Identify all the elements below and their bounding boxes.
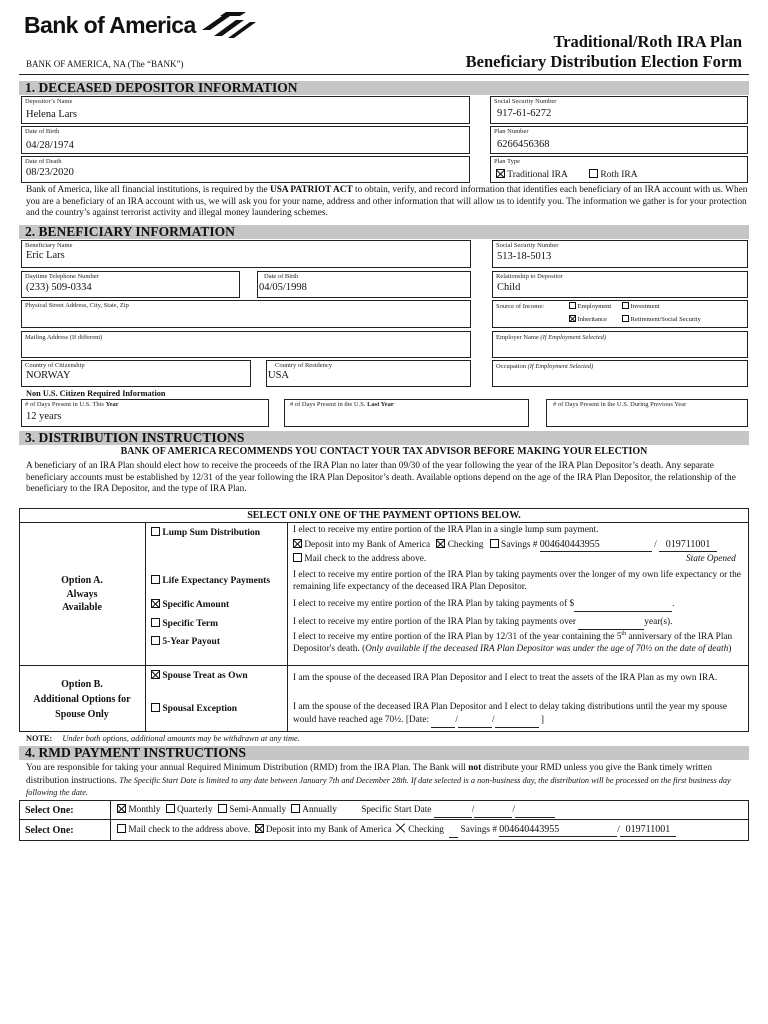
retirement-checkbox[interactable]	[622, 315, 629, 322]
table-col-rule-2	[287, 522, 288, 732]
five-year-sup: th	[621, 631, 627, 637]
lump-sum-label: Lump Sum Distribution	[162, 528, 261, 538]
mailing-address-field[interactable]	[21, 331, 471, 358]
monthly-label: Monthly	[128, 805, 161, 815]
days-this-year-value: 12 years	[26, 411, 62, 422]
rmd-checking-check-mark-icon[interactable]	[396, 823, 406, 833]
depositor-dod-field[interactable]	[21, 156, 470, 183]
days-previous-year-field[interactable]	[546, 399, 748, 427]
lump-routing-number[interactable]: 019711001	[659, 539, 717, 552]
options-note	[26, 734, 300, 743]
spousal-exception-body: I am the spouse of the deceased IRA Plan Depositor and I elect to delay taking distributions until the year my spouse would have reached age 70½.	[293, 702, 728, 725]
days-this-year-label: # of Days Present in U.S. This	[25, 401, 106, 408]
spousal-exception-text: I am the spouse of the deceased IRA Plan Depositor and I elect to delay taking distributions until the year my spouse would have reached age 70½. [Date: / / ]	[293, 701, 745, 728]
depositor-ssn-field[interactable]	[490, 96, 748, 124]
spousal-exception-checkbox[interactable]	[151, 703, 160, 712]
bank-logo-text: Bank of America	[24, 12, 196, 38]
rmd-table-col-rule	[110, 800, 111, 841]
semi-annually-label: Semi-Annually	[229, 805, 287, 815]
depositor-ssn-value: 917-61-6272	[497, 108, 552, 119]
lump-checking-checkbox[interactable]	[436, 539, 445, 548]
option-a-line2: Always	[66, 588, 98, 600]
occupation-field[interactable]	[492, 360, 748, 387]
specific-amount-label: Specific Amount	[162, 600, 230, 610]
spouse-treat-checkbox[interactable]	[151, 670, 160, 679]
lump-sum-text: I elect to receive my entire portion of the IRA Plan in a single lump sum payment.	[293, 525, 599, 535]
plan-type-traditional-option[interactable]	[496, 169, 568, 180]
mailing-address-label: Mailing Address (If different)	[25, 334, 103, 341]
option-b-line3: Spouse Only	[55, 709, 109, 720]
rmd-frequency-select-label: Select One:	[25, 805, 74, 816]
patriot-text-a: Bank of America, like all financial institutions, is required by the	[26, 185, 270, 195]
rmd-account-number[interactable]: 004640443955	[499, 824, 617, 837]
employment-checkbox[interactable]	[569, 302, 576, 309]
specific-amount-input[interactable]	[574, 599, 675, 612]
five-year-text-b: anniversary of the IRA Plan Depositor's death. (	[293, 632, 733, 654]
spouse-treat-text: I am the spouse of the deceased IRA Plan Depositor and I elect to treat the assets of the IRA Plan as my own IRA.	[293, 673, 718, 683]
rmd-deposit-label: Deposit into my Bank of America	[265, 825, 392, 835]
days-previous-year-label: # of Days Present in the U.S. During Previous Year	[553, 401, 687, 408]
beneficiary-name-field[interactable]	[21, 240, 471, 268]
depositor-name-field[interactable]	[21, 96, 470, 124]
source-of-income-label: Source of Income:	[496, 303, 545, 310]
depositor-dob-label: Date of Birth	[25, 128, 60, 135]
bank-logo	[24, 10, 264, 42]
rmd-text-italic: The Specific Start Date is limited to any date between January 7th and December 28th. If date selected is a non-business day, the distribution will be processed on the first business day following the date.	[26, 775, 731, 797]
lump-account-slash: /	[654, 540, 657, 550]
spousal-date-day[interactable]	[458, 714, 492, 728]
lump-deposit-label: Deposit into my Bank of America	[304, 540, 431, 550]
annually-checkbox[interactable]	[291, 804, 300, 813]
spouse-treat-label: Spouse Treat as Own	[162, 671, 248, 681]
life-expectancy-text: I elect to receive my entire portion of the IRA Plan by taking payments over the longer of my own life expectancy or the remaining life expectancy of the deceased IRA Plan Depositor.	[293, 570, 741, 592]
specific-term-option[interactable]	[151, 618, 218, 629]
section4-title: 4. RMD PAYMENT INSTRUCTIONS	[25, 745, 247, 760]
specific-amount-option[interactable]	[151, 599, 229, 610]
beneficiary-dob-value: 04/05/1998	[259, 282, 307, 293]
note-label: NOTE:	[26, 734, 53, 743]
spousal-exception-option[interactable]	[151, 703, 237, 714]
spousal-date-label: [Date:	[405, 715, 430, 725]
quarterly-label: Quarterly	[177, 805, 213, 815]
specific-term-checkbox[interactable]	[151, 618, 160, 627]
phone-label: Daytime Telephone Number	[25, 273, 99, 280]
rmd-payment-select-label: Select One:	[25, 825, 74, 836]
annually-label: Annually	[302, 805, 337, 815]
rmd-mail-label: Mail check to the address above.	[128, 825, 251, 835]
occupation-label: Occupation	[496, 363, 526, 370]
inheritance-label: Inheritance	[577, 316, 607, 323]
spousal-date-month[interactable]	[431, 714, 455, 728]
employment-label: Employment	[577, 303, 612, 310]
source-inheritance-option[interactable]	[569, 315, 607, 323]
lump-sum-checkbox[interactable]	[151, 527, 160, 536]
retirement-label: Retirement/Social Security	[630, 316, 701, 323]
start-date-year[interactable]	[515, 805, 555, 818]
lump-mail-checkbox[interactable]	[293, 553, 302, 562]
days-last-year-label-bold: Last Year	[367, 401, 394, 408]
lump-deposit-checkbox[interactable]	[293, 539, 302, 548]
note-text: Under both options, additional amounts may be withdrawn at any time.	[62, 734, 300, 743]
rmd-table-row-rule	[19, 819, 749, 820]
investment-label: Investment	[630, 303, 660, 310]
relationship-field[interactable]	[492, 271, 748, 298]
depositor-name-value: Helena Lars	[26, 109, 78, 120]
beneficiary-dob-label: Date of Birth	[264, 273, 299, 280]
lump-sum-option[interactable]	[151, 527, 260, 538]
beneficiary-name-label: Beneficiary Name	[25, 242, 73, 249]
table-col-rule-1	[145, 522, 146, 732]
option-b-line2: Additional Options for	[33, 694, 131, 705]
lump-checking-label: Checking	[447, 540, 484, 550]
section2-title: 2. BENEFICIARY INFORMATION	[25, 224, 235, 239]
beneficiary-ssn-field[interactable]	[492, 240, 748, 268]
rmd-instructions	[26, 763, 748, 800]
five-year-close: )	[728, 643, 732, 654]
days-last-year-label-wrap	[290, 401, 394, 408]
residency-value: USA	[268, 370, 290, 381]
rmd-text-bold: not	[468, 763, 482, 773]
days-this-year-label-bold: Year	[105, 401, 119, 408]
state-opened-label: State Opened	[686, 554, 736, 564]
employer-name-note: (If Employment Selected)	[540, 334, 607, 341]
five-year-text	[293, 629, 745, 655]
specific-amount-row	[293, 599, 674, 612]
distribution-intro: A beneficiary of an IRA Plan should elect how to receive the proceeds of the IRA Plan no later than 09/30 of the year following the year of the IRA Plan Depositor’s death. Any separate beneficiary accounts must be established by 12/31 of the year following the IRA Plan Depositor’s death. Available options depend on the age of the IRA Plan Depositor, the relationship of the beneficiary to the IRA Depositor, and the type of IRA Plan.	[26, 461, 736, 494]
beneficiary-dob-field[interactable]	[257, 271, 471, 298]
phone-field[interactable]	[21, 271, 240, 298]
plan-number-field[interactable]	[490, 126, 748, 154]
option-a-line1: Option A.	[61, 575, 103, 586]
specific-term-unit: year(s).	[644, 617, 673, 627]
specific-term-text: I elect to receive my entire portion of the IRA Plan by taking payments over	[293, 617, 576, 627]
option-a-label	[19, 574, 145, 615]
start-date-label: Specific Start Date	[361, 805, 432, 815]
rmd-deposit-checkbox[interactable]	[255, 824, 264, 833]
employer-name-label: Employer Name	[496, 334, 539, 341]
five-year-italic: Only available if the deceased IRA Plan Depositor was under the age of 70½ on the date of death	[365, 643, 729, 654]
bank-legal-name: BANK OF AMERICA, NA (The “BANK”)	[26, 59, 184, 69]
option-b-line1: Option B.	[61, 679, 103, 690]
flag-logo-icon	[200, 12, 256, 40]
employer-name-label-wrap	[496, 334, 606, 341]
patriot-text-b: to obtain, verify, and record information that identifies each beneficiary of an IRA account with us. When you are a beneficiary of an IRA account with us, we will ask you for your name, address and other information that will allow us to identify you. The information we gather is for your protection and the country’s against terrorist activity and illegal money laundering schemes.	[26, 185, 748, 218]
occupation-label-wrap	[496, 363, 593, 370]
source-employment-option[interactable]	[569, 302, 611, 310]
patriot-text-bold: USA PATRIOT ACT	[269, 185, 353, 195]
plan-number-value: 6266456368	[497, 139, 550, 150]
citizenship-label: Country of Citizenship	[25, 362, 85, 369]
roth-ira-checkbox[interactable]	[589, 169, 598, 178]
beneficiary-ssn-value: 513-18-5013	[497, 251, 552, 262]
rmd-checking-label: Checking	[408, 825, 444, 835]
header-rule	[19, 74, 749, 75]
payment-options-header: SELECT ONLY ONE OF THE PAYMENT OPTIONS BELOW.	[247, 510, 521, 521]
form-title-line1: Traditional/Roth IRA Plan	[553, 32, 742, 51]
rmd-savings-box[interactable]	[449, 825, 458, 838]
section1-title: 1. DECEASED DEPOSITOR INFORMATION	[25, 80, 298, 95]
depositor-dob-field[interactable]	[21, 126, 470, 154]
option-b-label	[19, 677, 145, 722]
traditional-ira-label: Traditional IRA	[507, 170, 568, 180]
life-expectancy-option[interactable]	[151, 575, 270, 586]
depositor-dob-value: 04/28/1974	[26, 140, 74, 151]
rmd-savings-label: Savings #	[460, 825, 497, 835]
occupation-note: (If Employment Selected)	[527, 363, 594, 370]
depositor-name-label: Depositor’s Name	[25, 98, 73, 105]
rmd-routing-number[interactable]: 019711001	[620, 824, 676, 837]
five-year-option[interactable]	[151, 636, 220, 647]
specific-term-label: Specific Term	[162, 619, 219, 629]
specific-amount-checkbox[interactable]	[151, 599, 160, 608]
monthly-checkbox[interactable]	[117, 804, 126, 813]
depositor-ssn-label: Social Security Number	[494, 98, 557, 105]
depositor-dod-value: 08/23/2020	[26, 167, 74, 178]
specific-amount-period: .	[672, 599, 675, 609]
days-this-year-field[interactable]	[21, 399, 269, 427]
section3-title: 3. DISTRIBUTION INSTRUCTIONS	[25, 430, 245, 445]
start-date-month[interactable]	[434, 805, 472, 818]
spousal-date-year[interactable]	[495, 714, 539, 728]
plan-number-label: Plan Number	[494, 128, 529, 135]
lump-savings-checkbox[interactable]	[490, 539, 499, 548]
non-us-heading: Non U.S. Citizen Required Information	[26, 389, 166, 398]
option-a-line3: Available	[62, 602, 102, 613]
citizenship-field[interactable]	[21, 360, 251, 387]
investment-checkbox[interactable]	[622, 302, 629, 309]
plan-type-label: Plan Type	[494, 158, 520, 165]
beneficiary-name-value: Eric Lars	[26, 250, 65, 261]
days-this-year-label-wrap	[25, 401, 119, 408]
five-year-text-a: I elect to receive my entire portion of the IRA Plan by 12/31 of the year containing the 5	[293, 632, 622, 643]
rmd-payment-row: Mail check to the address above. Deposit into my Bank of America Checking Savings # 004640443955 / 019711001	[117, 823, 676, 838]
quarterly-checkbox[interactable]	[166, 804, 175, 813]
specific-term-row	[293, 617, 672, 630]
days-last-year-field[interactable]	[284, 399, 529, 427]
lump-mail-label: Mail check to the address above.	[304, 554, 427, 564]
residency-label: Country of Residency	[275, 362, 333, 369]
traditional-ira-checkbox[interactable]	[496, 169, 505, 178]
citizenship-value: NORWAY	[26, 370, 71, 381]
phone-value: (233) 509-0334	[26, 282, 92, 293]
lump-sum-deposit-row	[293, 539, 717, 552]
source-investment-option[interactable]	[622, 302, 660, 310]
start-date-day[interactable]	[474, 805, 512, 818]
plan-type-roth-option[interactable]	[589, 169, 638, 180]
spousal-exception-label: Spousal Exception	[162, 704, 238, 714]
table-option-divider	[19, 665, 749, 666]
five-year-checkbox[interactable]	[151, 636, 160, 645]
roth-ira-label: Roth IRA	[600, 170, 638, 180]
spouse-treat-option[interactable]	[151, 670, 248, 681]
tax-advisor-recommendation: BANK OF AMERICA RECOMMENDS YOU CONTACT YOUR TAX ADVISOR BEFORE MAKING YOUR ELECTION	[120, 446, 648, 457]
patriot-act-notice	[26, 185, 748, 220]
table-header-rule	[19, 522, 749, 523]
life-expectancy-label: Life Expectancy Payments	[162, 576, 271, 586]
street-address-field[interactable]	[21, 300, 471, 328]
source-of-income-field	[492, 300, 748, 328]
relationship-label: Relationship to Depositor	[496, 273, 563, 280]
lump-account-number[interactable]: 004640443955	[540, 539, 652, 552]
depositor-dod-label: Date of Death	[25, 158, 62, 165]
relationship-value: Child	[497, 282, 521, 293]
rmd-text-a: You are responsible for taking your annual Required Minimum Distribution (RMD) from the IRA Plan. The Bank will	[26, 763, 469, 773]
residency-field[interactable]	[266, 360, 471, 387]
source-retirement-option[interactable]	[622, 315, 701, 323]
plan-type-field	[490, 156, 748, 183]
lump-sum-mail-row	[293, 553, 426, 566]
lump-savings-label: Savings #	[501, 540, 538, 550]
street-address-label: Physical Street Address, City, State, Zip	[25, 302, 129, 309]
specific-term-input[interactable]	[578, 617, 644, 630]
employer-name-field[interactable]	[492, 331, 748, 358]
form-title-line2: Beneficiary Distribution Election Form	[465, 52, 742, 71]
rmd-frequency-row: Monthly Quarterly Semi-Annually Annually Specific Start Date / /	[117, 804, 555, 818]
rmd-text-b: distribute your RMD unless you give the Bank timely written distribution instructions.	[26, 763, 713, 786]
days-last-year-label: # of Days Present in the U.S.	[290, 401, 368, 408]
rmd-mail-checkbox[interactable]	[117, 824, 126, 833]
semi-annually-checkbox[interactable]	[218, 804, 227, 813]
inheritance-checkbox[interactable]	[569, 315, 576, 322]
five-year-label: 5-Year Payout	[162, 637, 220, 647]
specific-amount-text: I elect to receive my entire portion of the IRA Plan by taking payments of $	[293, 599, 575, 609]
life-expectancy-checkbox[interactable]	[151, 575, 160, 584]
beneficiary-ssn-label: Social Security Number	[496, 242, 559, 249]
